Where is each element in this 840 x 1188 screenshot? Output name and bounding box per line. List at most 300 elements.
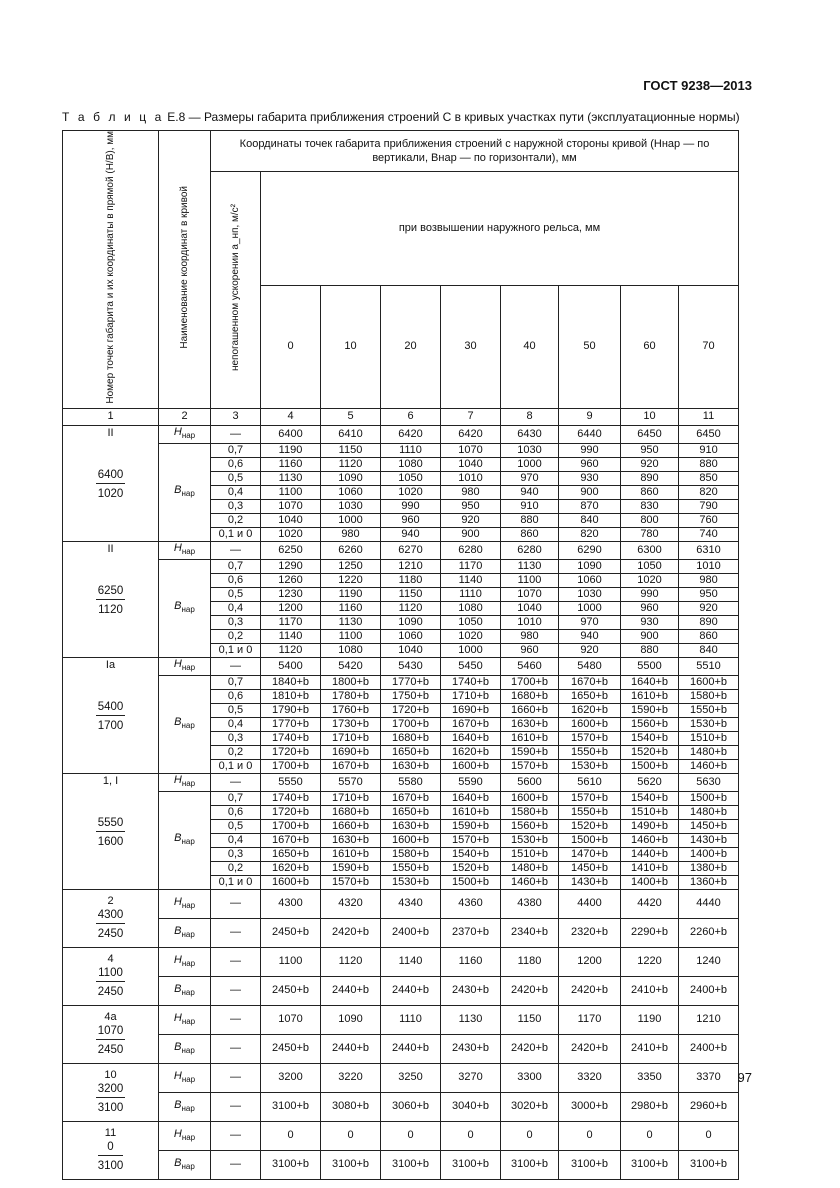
H-value: 6430 <box>501 425 559 443</box>
B-value: 1230 <box>261 588 320 602</box>
caption-prefix: Т а б л и ц а <box>62 110 164 124</box>
accel-value: 0,1 и 0 <box>218 643 253 656</box>
coord-H: 6250 <box>96 584 126 600</box>
accel-value: 0,5 <box>211 704 260 718</box>
B-value: 1570+b <box>331 875 369 888</box>
B-value: 1640+b <box>621 676 678 690</box>
H-value: 5600 <box>501 773 559 791</box>
coord-name-B <box>159 976 211 1005</box>
col3-header-text: непогашенном ускорении a_нп, м/с² <box>229 204 241 372</box>
B-value: 2440+b <box>381 976 441 1005</box>
accel-value: 0,4 <box>211 486 260 500</box>
accel-dash: — <box>211 1150 261 1179</box>
elevation-cell: 70 <box>679 286 739 409</box>
B-value: 1520+b <box>441 862 500 876</box>
B-value: 3100+b <box>679 1150 739 1179</box>
B-value: 1060 <box>381 630 440 644</box>
coord-H: 0 <box>98 1140 124 1156</box>
table-row <box>63 657 739 675</box>
B-value: 2440+b <box>321 1034 381 1063</box>
H-value: 5610 <box>559 773 621 791</box>
H-value: 6280 <box>501 541 559 559</box>
B-value: 960 <box>559 458 620 472</box>
coord-name-B <box>159 918 211 947</box>
table-row <box>63 1150 739 1179</box>
table-caption <box>62 110 762 124</box>
point-cell <box>63 1063 159 1121</box>
point-coordinates <box>96 1082 126 1115</box>
col2-header-text: Наименование координат в кривой <box>178 185 190 349</box>
H-value: 3300 <box>501 1063 559 1092</box>
H-value: 3250 <box>381 1063 441 1092</box>
B-value: 1040 <box>441 458 500 472</box>
B-value: 910 <box>501 500 558 514</box>
point-number: 4 <box>107 953 114 966</box>
B-value-list <box>321 443 381 541</box>
accel-value: 0,2 <box>211 514 260 528</box>
B-value: 1380+b <box>679 862 738 876</box>
B-value: 930 <box>559 472 620 486</box>
B-value: 990 <box>559 444 620 458</box>
B-value: 2400+b <box>381 918 441 947</box>
B-nar <box>174 983 195 995</box>
B-value: 920 <box>441 514 500 528</box>
elevation-cell: 50 <box>559 286 621 409</box>
B-value: 1630+b <box>501 718 558 732</box>
B-value: 3100+b <box>441 1150 501 1179</box>
B-value-list <box>381 791 441 889</box>
B-value: 1530+b <box>501 834 558 848</box>
B-value: 1040 <box>501 602 558 616</box>
H-nar <box>174 954 195 966</box>
accel-dash: — <box>211 1121 261 1150</box>
B-value-list <box>441 791 501 889</box>
B-value: 890 <box>679 616 738 630</box>
B-value: 1730+b <box>321 718 380 732</box>
coord-B: 2450 <box>97 1044 124 1057</box>
B-value: 1540+b <box>621 792 678 806</box>
B-value: 900 <box>559 486 620 500</box>
B-value: 1540+b <box>621 732 678 746</box>
B-value: 1590+b <box>321 862 380 876</box>
H-value: 6290 <box>559 541 621 559</box>
H-value: 0 <box>441 1121 501 1150</box>
B-value: 2430+b <box>441 1034 501 1063</box>
H-value: 5400 <box>261 657 321 675</box>
B-value-list <box>441 675 501 773</box>
B-value-list <box>679 675 739 773</box>
B-value: 1110 <box>381 444 440 458</box>
coord-name-B <box>159 1034 211 1063</box>
B-value: 1090 <box>381 616 440 630</box>
accel-value: 0,4 <box>211 718 260 732</box>
B-value: 880 <box>679 458 738 472</box>
B-value: 1030 <box>321 500 380 514</box>
B-value: 1010 <box>501 616 558 630</box>
H-value: 5620 <box>621 773 679 791</box>
H-nar <box>174 1070 195 1082</box>
B-value: 3060+b <box>381 1092 441 1121</box>
H-value: 5430 <box>381 657 441 675</box>
col1-header-text: Номер точек габарита и их координаты в прямой (H/B), мм <box>104 131 116 404</box>
B-value: 1640+b <box>441 792 500 806</box>
H-value: 6400 <box>261 425 321 443</box>
H-value: 1240 <box>679 947 739 976</box>
B-nar-sub: нар <box>181 489 195 499</box>
B-value: 1720+b <box>381 704 440 718</box>
point-coordinates <box>96 700 126 733</box>
point-block <box>63 427 158 501</box>
B-value: 1120 <box>321 458 380 472</box>
B-value: 1650+b <box>559 690 620 704</box>
H-value: 0 <box>501 1121 559 1150</box>
B-value: 1220 <box>321 574 380 588</box>
B-nar-sub: нар <box>181 1103 195 1113</box>
coord-H: 5550 <box>96 816 126 832</box>
B-value: 1650+b <box>381 806 440 820</box>
point-cell <box>63 1005 159 1063</box>
point-block <box>63 775 158 849</box>
B-value: 1680+b <box>381 732 440 746</box>
B-nar-letter: B <box>174 1040 182 1053</box>
B-value-list <box>679 791 739 889</box>
H-nar-sub: нар <box>181 547 196 557</box>
B-value-list <box>621 443 679 541</box>
table-row <box>63 889 739 918</box>
B-nar <box>174 1099 195 1111</box>
B-value-list <box>621 791 679 889</box>
B-nar <box>174 832 195 847</box>
H-value: 1170 <box>559 1005 621 1034</box>
B-value: 1250 <box>321 560 380 574</box>
coord-name-H <box>159 773 211 791</box>
column-number: 10 <box>621 408 679 425</box>
H-value: 4400 <box>559 889 621 918</box>
col1-header <box>63 131 159 409</box>
point-number: II <box>107 426 114 439</box>
B-value: 1460+b <box>510 875 548 888</box>
B-value: 1650+b <box>261 848 320 862</box>
coord-B: 2450 <box>97 986 124 999</box>
B-value: 2440+b <box>381 1034 441 1063</box>
column-number: 8 <box>501 408 559 425</box>
column-number: 9 <box>559 408 621 425</box>
H-value: 1090 <box>321 1005 381 1034</box>
table-row <box>63 791 739 889</box>
B-value: 1040 <box>261 514 320 528</box>
B-value-list <box>381 675 441 773</box>
B-value: 1750+b <box>381 690 440 704</box>
B-value: 780 <box>640 527 659 540</box>
B-value: 1600+b <box>679 676 738 690</box>
B-value: 1060 <box>559 574 620 588</box>
B-value: 1660+b <box>501 704 558 718</box>
B-value: 2450+b <box>261 1034 321 1063</box>
B-value: 1570+b <box>559 732 620 746</box>
B-value: 1700+b <box>261 820 320 834</box>
B-value: 1600+b <box>381 834 440 848</box>
H-value: 4440 <box>679 889 739 918</box>
B-value: 1720+b <box>261 806 320 820</box>
B-value: 1130 <box>321 616 380 630</box>
B-nar-sub: нар <box>181 1161 195 1171</box>
B-value: 1110 <box>441 588 500 602</box>
B-value: 1090 <box>321 472 380 486</box>
H-value: 3350 <box>621 1063 679 1092</box>
B-value: 1440+b <box>621 848 678 862</box>
H-value: 0 <box>321 1121 381 1150</box>
B-value-list <box>679 443 739 541</box>
point-cell <box>63 657 159 773</box>
coord-name-H <box>159 541 211 559</box>
accel-value: 0,3 <box>211 500 260 514</box>
table-row <box>63 1092 739 1121</box>
B-value: 1500+b <box>451 875 489 888</box>
B-value: 1450+b <box>559 862 620 876</box>
B-value-list <box>501 443 559 541</box>
B-value: 850 <box>679 472 738 486</box>
B-value: 1550+b <box>559 806 620 820</box>
H-value: 6450 <box>621 425 679 443</box>
B-value: 1630+b <box>381 820 440 834</box>
H-value: 1200 <box>559 947 621 976</box>
B-value: 3100+b <box>501 1150 559 1179</box>
H-nar-sub: нар <box>181 779 196 789</box>
B-value: 1020 <box>381 486 440 500</box>
B-value: 1720+b <box>261 746 320 760</box>
coord-B: 2450 <box>97 928 124 941</box>
B-value: 1140 <box>441 574 500 588</box>
B-value-list <box>621 675 679 773</box>
accel-value: 0,7 <box>211 560 260 574</box>
B-value: 910 <box>679 444 738 458</box>
B-value: 900 <box>621 630 678 644</box>
accel-dash: — <box>211 1005 261 1034</box>
accel-value: 0,4 <box>211 834 260 848</box>
B-nar-letter: B <box>174 832 182 845</box>
H-value: 1110 <box>381 1005 441 1034</box>
coord-name-H <box>159 425 211 443</box>
accel-value: 0,7 <box>211 676 260 690</box>
coord-H: 5400 <box>96 700 126 716</box>
B-value: 1610+b <box>501 732 558 746</box>
coord-name-B <box>159 1092 211 1121</box>
B-value: 1170 <box>261 616 320 630</box>
B-value: 760 <box>679 514 738 528</box>
B-value: 2450+b <box>261 918 321 947</box>
B-value: 960 <box>520 643 539 656</box>
B-value-list <box>559 443 621 541</box>
B-value: 740 <box>699 527 718 540</box>
B-value: 980 <box>341 527 360 540</box>
H-nar-sub: нар <box>181 1132 196 1142</box>
B-value: 820 <box>580 527 599 540</box>
B-nar-letter: B <box>174 716 182 729</box>
H-value: 1160 <box>441 947 501 976</box>
B-value: 860 <box>520 527 539 540</box>
B-value-list <box>559 791 621 889</box>
H-value: 5630 <box>679 773 739 791</box>
H-value: 6260 <box>321 541 381 559</box>
B-nar <box>174 600 195 615</box>
point-number: 10 <box>104 1069 117 1082</box>
B-value: 1070 <box>441 444 500 458</box>
accel-value: 0,2 <box>211 630 260 644</box>
B-value: 1540+b <box>441 848 500 862</box>
B-value: 880 <box>640 643 659 656</box>
B-value: 1160 <box>321 602 380 616</box>
point-cell <box>63 1121 159 1179</box>
H-value: 6420 <box>441 425 501 443</box>
B-value: 1560+b <box>621 718 678 732</box>
elevation-cell: 60 <box>621 286 679 409</box>
column-number: 1 <box>63 408 159 425</box>
B-nar-sub: нар <box>181 837 195 847</box>
H-nar-letter: H <box>173 658 182 671</box>
accel-value: 0,1 и 0 <box>218 759 253 772</box>
point-coordinates <box>96 908 126 941</box>
H-value: 6440 <box>559 425 621 443</box>
B-value: 1630+b <box>321 834 380 848</box>
coord-name-B <box>159 1150 211 1179</box>
B-value: 1510+b <box>501 848 558 862</box>
table-row <box>63 675 739 773</box>
B-value: 1790+b <box>261 704 320 718</box>
B-value-list <box>261 559 321 657</box>
H-value: 3320 <box>559 1063 621 1092</box>
coord-name-H <box>159 947 211 976</box>
coord-H: 4300 <box>96 908 126 924</box>
coord-H: 1070 <box>96 1024 126 1040</box>
B-nar <box>174 925 195 937</box>
B-value: 1670+b <box>331 759 369 772</box>
H-value: 4360 <box>441 889 501 918</box>
point-number: Ia <box>105 658 116 671</box>
B-value: 3100+b <box>261 1150 321 1179</box>
B-value: 1710+b <box>321 732 380 746</box>
H-nar-sub: нар <box>181 1074 196 1084</box>
B-value-list <box>321 559 381 657</box>
B-value: 960 <box>621 602 678 616</box>
table-row <box>63 443 739 541</box>
B-value: 1170 <box>441 560 500 574</box>
B-nar-letter: B <box>174 484 182 497</box>
H-value: 5500 <box>621 657 679 675</box>
B-value: 990 <box>381 500 440 514</box>
H-nar-letter: H <box>173 953 182 966</box>
B-value: 830 <box>621 500 678 514</box>
B-value: 1080 <box>338 643 363 656</box>
B-value: 1160 <box>261 458 320 472</box>
B-value: 920 <box>679 602 738 616</box>
coord-name-B <box>159 559 211 657</box>
H-value: 5590 <box>441 773 501 791</box>
accel-value: 0,2 <box>211 862 260 876</box>
B-value: 2340+b <box>501 918 559 947</box>
B-value: 1480+b <box>679 746 738 760</box>
B-value: 980 <box>441 486 500 500</box>
H-value: 1130 <box>441 1005 501 1034</box>
B-value-list <box>441 559 501 657</box>
B-value: 1070 <box>501 588 558 602</box>
accel-value: 0,6 <box>211 574 260 588</box>
B-value: 1290 <box>261 560 320 574</box>
B-value: 3080+b <box>321 1092 381 1121</box>
accel-list <box>211 443 261 541</box>
H-nar-sub: нар <box>181 431 196 441</box>
B-value: 2420+b <box>559 976 621 1005</box>
B-value: 1050 <box>441 616 500 630</box>
B-value: 1690+b <box>441 704 500 718</box>
point-number: 2 <box>107 895 114 908</box>
H-value: 4320 <box>321 889 381 918</box>
B-value: 1150 <box>381 588 440 602</box>
B-value: 950 <box>679 588 738 602</box>
accel-list <box>211 791 261 889</box>
B-value: 1840+b <box>261 676 320 690</box>
H-nar-letter: H <box>173 895 182 908</box>
point-cell <box>63 947 159 1005</box>
H-value: 0 <box>261 1121 321 1150</box>
H-value: 5450 <box>441 657 501 675</box>
B-value: 1810+b <box>261 690 320 704</box>
B-value: 1550+b <box>679 704 738 718</box>
coord-name-B <box>159 675 211 773</box>
B-value: 1000 <box>321 514 380 528</box>
H-value: 1210 <box>679 1005 739 1034</box>
elevation-cell: 0 <box>261 286 321 409</box>
B-value: 1670+b <box>559 676 620 690</box>
accel-list <box>211 559 261 657</box>
B-value: 920 <box>621 458 678 472</box>
B-value-list <box>261 443 321 541</box>
coord-H: 3200 <box>96 1082 126 1098</box>
elevation-subheader-text: при возвышении наружного рельса, мм <box>398 222 601 235</box>
B-value: 1600+b <box>271 875 309 888</box>
accel-value: 0,5 <box>211 588 260 602</box>
B-value: 1590+b <box>621 704 678 718</box>
accel-dash: — <box>211 773 261 791</box>
B-value: 1080 <box>381 458 440 472</box>
B-value: 980 <box>679 574 738 588</box>
H-nar <box>173 658 196 673</box>
B-value: 2960+b <box>679 1092 739 1121</box>
B-value: 2980+b <box>621 1092 679 1121</box>
B-value: 3040+b <box>441 1092 501 1121</box>
B-value: 1770+b <box>381 676 440 690</box>
B-value: 1770+b <box>261 718 320 732</box>
B-value: 790 <box>679 500 738 514</box>
H-value: 0 <box>559 1121 621 1150</box>
H-value: 0 <box>621 1121 679 1150</box>
B-value: 1010 <box>441 472 500 486</box>
elevation-cell: 10 <box>321 286 381 409</box>
B-value: 1780+b <box>321 690 380 704</box>
B-value: 980 <box>501 630 558 644</box>
B-value: 1580+b <box>381 848 440 862</box>
col2-header <box>159 131 211 409</box>
B-value-list <box>321 675 381 773</box>
B-value: 1600+b <box>559 718 620 732</box>
table-row <box>63 976 739 1005</box>
accel-value: 0,4 <box>211 602 260 616</box>
B-value: 1120 <box>381 602 440 616</box>
accel-value: 0,5 <box>211 472 260 486</box>
B-value: 1000 <box>501 458 558 472</box>
point-number: 11 <box>104 1127 117 1140</box>
B-value: 1360+b <box>690 875 728 888</box>
B-value: 1580+b <box>501 806 558 820</box>
